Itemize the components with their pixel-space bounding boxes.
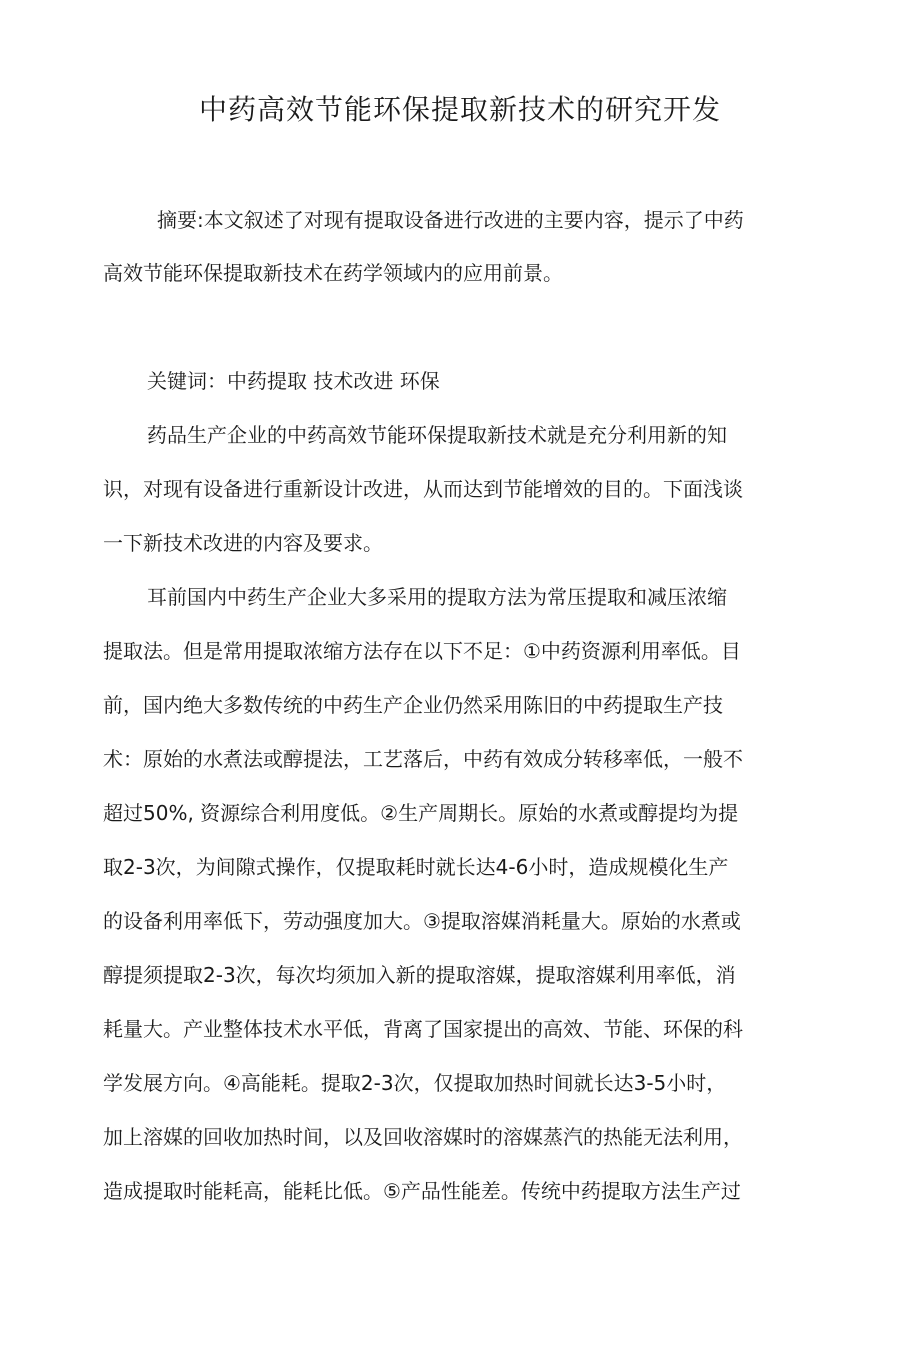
paragraph-line: 术：原始的水煮法或醇提法，工艺落后，中药有效成分转移率低，一般不 <box>103 747 743 771</box>
keywords-line: 关键词：中药提取 技术改进 环保 <box>147 369 440 393</box>
paragraph-line: 的设备利用率低下，劳动强度加大。③提取溶媒消耗量大。原始的水煮或 <box>103 909 741 933</box>
abstract-line: 高效节能环保提取新技术在药学领域内的应用前景。 <box>103 261 563 285</box>
paragraph-line: 学发展方向。④高能耗。提取2-3次，仅提取加热时间就长达3-5小时， <box>103 1071 727 1095</box>
abstract-line: 摘要:本文叙述了对现有提取设备进行改进的主要内容，提示了中药 <box>157 208 744 232</box>
paragraph-line: 一下新技术改进的内容及要求。 <box>103 531 383 555</box>
paragraph-line: 耳前国内中药生产企业大多采用的提取方法为常压提取和减压浓缩 <box>147 585 727 609</box>
paragraph-line: 醇提须提取2-3次，每次均须加入新的提取溶媒，提取溶媒利用率低，消 <box>103 963 736 987</box>
paragraph-line: 识，对现有设备进行重新设计改进，从而达到节能增效的目的。下面浅谈 <box>103 477 743 501</box>
paragraph-line: 造成提取时能耗高，能耗比低。⑤产品性能差。传统中药提取方法生产过 <box>103 1179 741 1203</box>
paragraph-line: 取2-3次，为间隙式操作，仅提取耗时就长达4-6小时，造成规模化生产 <box>103 855 729 879</box>
paragraph-line: 加上溶媒的回收加热时间，以及回收溶媒时的溶媒蒸汽的热能无法利用， <box>103 1125 743 1149</box>
paragraph-line: 超过50%, 资源综合利用度低。②生产周期长。原始的水煮或醇提均为提 <box>103 801 739 825</box>
document-title: 中药高效节能环保提取新技术的研究开发 <box>198 93 721 126</box>
paragraph-line: 前，国内绝大多数传统的中药生产企业仍然采用陈旧的中药提取生产技 <box>103 693 723 717</box>
paragraph-line: 药品生产企业的中药高效节能环保提取新技术就是充分利用新的知 <box>147 423 727 447</box>
paragraph-line: 耗量大。产业整体技术水平低，背离了国家提出的高效、节能、环保的科 <box>103 1017 743 1041</box>
paragraph-line: 提取法。但是常用提取浓缩方法存在以下不足：①中药资源利用率低。目 <box>103 639 741 663</box>
